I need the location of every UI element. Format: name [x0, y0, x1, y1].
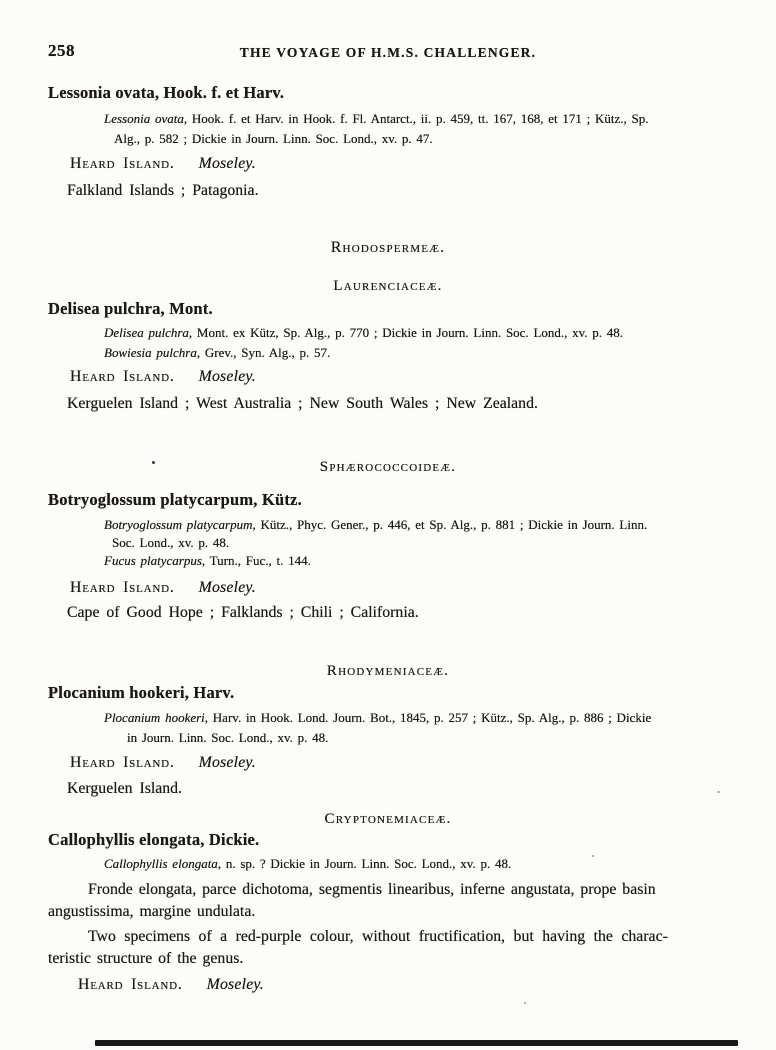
species-heading-delisea: Delisea pulchra, Mont.	[48, 299, 213, 318]
distribution-line-plocanium: Kerguelen Island.	[67, 780, 183, 797]
citation-text: , Mont. ex Kütz, Sp. Alg., p. 770 ; Dickie in Journ. Linn. Soc. Lond., xv. p. 48.	[188, 325, 624, 340]
locality-line-botryoglossum	[70, 579, 256, 597]
description-english-line-2: teristic structure of the genus.	[48, 950, 244, 967]
scan-speck-4	[524, 1002, 526, 1004]
distribution-line-delisea: Kerguelen Island ; West Australia ; New South Wales ; New Zealand.	[67, 395, 538, 412]
collector-name: Moseley.	[198, 579, 256, 596]
collector-name: Moseley.	[198, 754, 256, 771]
synonymy-line-delisea-1	[104, 326, 623, 341]
citation-text: , Hook. f. et Harv. in Hook. f. Fl. Antarct., ii. p. 459, tt. 167, 168, et 171 ; Kütz., Sp.	[183, 111, 649, 126]
synonymy-line-callophyllis-1	[104, 857, 511, 872]
scan-artifact-bar	[95, 1040, 738, 1046]
synonymy-line-lessonia-2: Alg., p. 582 ; Dickie in Journ. Linn. Soc. Lond., xv. p. 47.	[114, 131, 433, 146]
description-latin-line-2: angustissima, margine undulata.	[48, 903, 256, 920]
locality-line-callophyllis	[78, 976, 264, 994]
family-heading-cryptonemiaceae: Cryptonemiaceæ.	[324, 811, 452, 827]
locality-smallcaps: Heard Island.	[70, 754, 175, 771]
description-english-line-1: Two specimens of a red-purple colour, without fructification, but having the charac-	[88, 928, 668, 945]
locality-line-lessonia	[70, 155, 256, 173]
locality-smallcaps: Heard Island.	[70, 368, 175, 385]
synonymy-line-botryoglossum-1	[104, 518, 647, 533]
citation-text: , Kütz., Phyc. Gener., p. 446, et Sp. Alg., p. 881 ; Dickie in Journ. Linn.	[252, 517, 648, 532]
collector-name: Moseley.	[206, 976, 264, 993]
synonymy-line-plocanium-2: in Journ. Linn. Soc. Lond., xv. p. 48.	[127, 730, 329, 745]
family-heading-laurenciaceae: Laurenciaceæ.	[333, 278, 443, 294]
locality-line-plocanium	[70, 754, 256, 772]
citation-text: , n. sp. ? Dickie in Journ. Linn. Soc. Lond., xv. p. 48.	[217, 856, 512, 871]
citation-text: , Turn., Fuc., t. 144.	[201, 553, 311, 568]
scan-speck-2	[592, 855, 594, 857]
citation-text: , Harv. in Hook. Lond. Journ. Bot., 1845, p. 257 ; Kütz., Sp. Alg., p. 886 ; Dickie	[204, 710, 652, 725]
species-name-italic: Callophyllis elongata	[104, 856, 218, 871]
locality-line-delisea	[70, 368, 256, 386]
section-heading-rhodospermeae: Rhodospermeæ.	[330, 239, 446, 256]
synonymy-line-plocanium-1	[104, 711, 651, 726]
locality-smallcaps: Heard Island.	[78, 976, 183, 993]
citation-text: , Grev., Syn. Alg., p. 57.	[196, 345, 331, 360]
species-name-italic: Botryoglossum platycarpum	[104, 517, 253, 532]
species-heading-plocanium: Plocanium hookeri, Harv.	[48, 683, 235, 702]
distribution-line-lessonia: Falkland Islands ; Patagonia.	[67, 182, 259, 199]
page-number: 258	[48, 41, 75, 60]
synonymy-line-delisea-2	[104, 346, 330, 361]
species-name-italic: Delisea pulchra	[104, 325, 189, 340]
family-heading-sphaerococcoideae: Sphærococcoideæ.	[319, 459, 457, 475]
species-heading-lessonia: Lessonia ovata, Hook. f. et Harv.	[48, 83, 285, 102]
species-name-italic: Fucus platycarpus	[104, 553, 202, 568]
scan-speck-1	[152, 461, 155, 464]
locality-smallcaps: Heard Island.	[70, 155, 175, 172]
synonymy-line-lessonia-1	[104, 112, 649, 127]
collector-name: Moseley.	[198, 368, 256, 385]
scan-speck-3	[717, 791, 720, 793]
collector-name: Moseley.	[198, 155, 256, 172]
species-name-italic: Plocanium hookeri	[104, 710, 205, 725]
running-title: THE VOYAGE OF H.M.S. CHALLENGER.	[239, 45, 537, 60]
locality-smallcaps: Heard Island.	[70, 579, 175, 596]
description-latin-line-1: Fronde elongata, parce dichotoma, segmentis linearibus, inferne angustata, prope basin	[88, 881, 656, 898]
synonymy-line-botryoglossum-3	[104, 554, 311, 569]
distribution-line-botryoglossum: Cape of Good Hope ; Falklands ; Chili ; California.	[67, 604, 419, 621]
species-name-italic: Lessonia ovata	[104, 111, 184, 126]
species-name-italic: Bowiesia pulchra	[104, 345, 197, 360]
synonymy-line-botryoglossum-2: Soc. Lond., xv. p. 48.	[112, 535, 230, 550]
species-heading-callophyllis: Callophyllis elongata, Dickie.	[48, 830, 260, 849]
family-heading-rhodymeniaceae: Rhodymeniaceæ.	[326, 663, 450, 679]
species-heading-botryoglossum: Botryoglossum platycarpum, Kütz.	[48, 490, 302, 509]
